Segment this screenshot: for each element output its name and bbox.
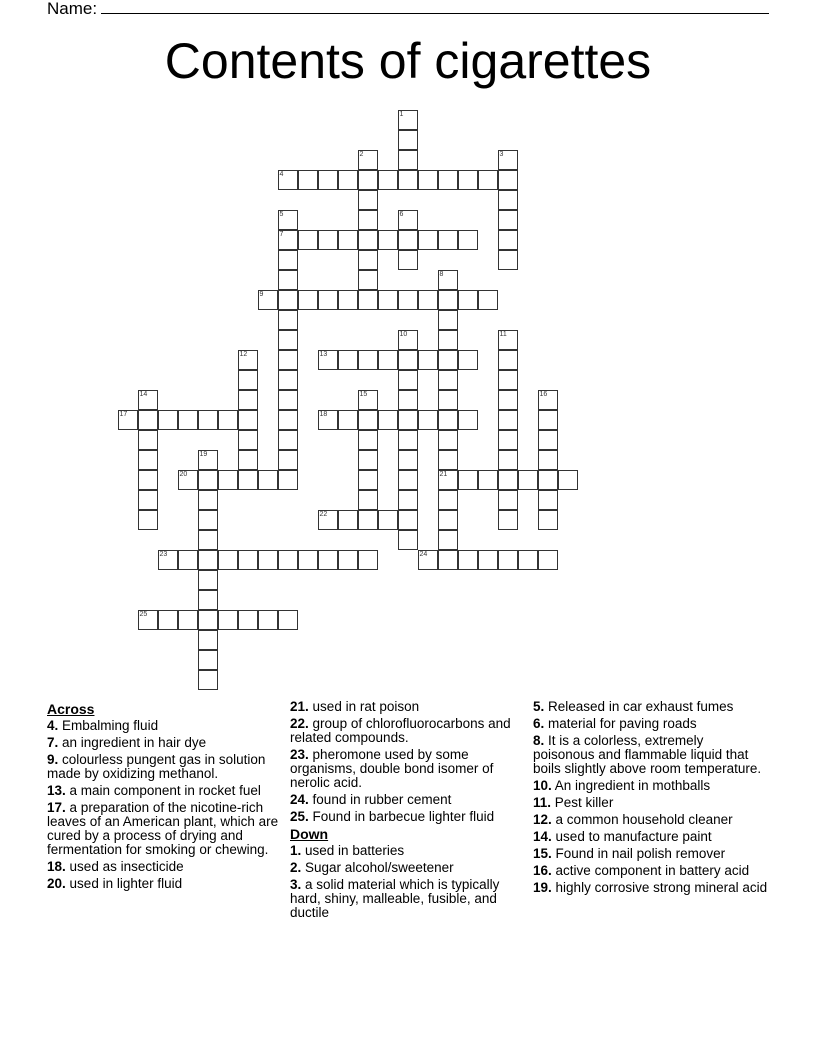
grid-cell[interactable] xyxy=(398,170,418,190)
clue-item xyxy=(47,860,282,874)
clue-number: 16 xyxy=(539,390,548,398)
clue-text: used in batteries xyxy=(305,843,405,858)
grid-cell[interactable] xyxy=(498,450,518,470)
clue-number: 17 xyxy=(119,410,128,418)
clue-number: 9 xyxy=(259,290,264,298)
clue-number: 8 xyxy=(439,270,444,278)
clue-number-label: 17. xyxy=(47,800,66,815)
grid-cell[interactable] xyxy=(218,610,238,630)
grid-cell[interactable] xyxy=(138,390,158,410)
grid-cell[interactable] xyxy=(478,550,498,570)
grid-cell[interactable] xyxy=(198,590,218,610)
clue-text: a main component in rocket fuel xyxy=(69,783,261,798)
clue-number-label: 24. xyxy=(290,792,309,807)
grid-cell[interactable] xyxy=(218,470,238,490)
grid-cell[interactable] xyxy=(418,350,438,370)
grid-cell[interactable] xyxy=(198,670,218,690)
clue-text: a preparation of the nicotine-rich leaves of an American plant, which are cured by a process of drying and fermentation for smoking or chewing. xyxy=(47,800,279,857)
grid-cell[interactable] xyxy=(278,290,298,310)
grid-cell[interactable] xyxy=(398,350,418,370)
grid-cell[interactable] xyxy=(358,430,378,450)
grid-cell[interactable] xyxy=(538,470,558,490)
grid-cell[interactable] xyxy=(298,230,318,250)
grid-cell[interactable] xyxy=(338,230,358,250)
grid-cell[interactable] xyxy=(458,410,478,430)
grid-cell[interactable] xyxy=(498,230,518,250)
clue-item xyxy=(290,861,525,875)
grid-cell[interactable] xyxy=(358,350,378,370)
grid-cell[interactable] xyxy=(398,330,418,350)
grid-cell[interactable] xyxy=(358,270,378,290)
clue-text: used to manufacture paint xyxy=(555,829,712,844)
clue-number-label: 18. xyxy=(47,859,66,874)
grid-cell[interactable] xyxy=(278,410,298,430)
grid-cell[interactable] xyxy=(298,170,318,190)
clue-number: 11 xyxy=(499,330,507,338)
clue-text: It is a colorless, extremely poisonous and flammable liquid that boils slightly above room temperature. xyxy=(533,733,762,776)
clue-number-label: 10. xyxy=(533,778,552,793)
grid-cell[interactable] xyxy=(338,350,358,370)
grid-cell[interactable] xyxy=(278,390,298,410)
grid-cell[interactable] xyxy=(278,330,298,350)
grid-cell[interactable] xyxy=(398,210,418,230)
grid-cell[interactable] xyxy=(498,430,518,450)
clue-text: Pest killer xyxy=(554,795,614,810)
grid-cell[interactable] xyxy=(198,470,218,490)
grid-cell[interactable] xyxy=(558,470,578,490)
grid-cell[interactable] xyxy=(498,470,518,490)
grid-cell[interactable] xyxy=(398,290,418,310)
grid-cell[interactable] xyxy=(438,470,458,490)
grid-cell[interactable] xyxy=(458,170,478,190)
clue-item xyxy=(47,784,282,798)
clue-text: an ingredient in hair dye xyxy=(62,735,207,750)
grid-cell[interactable] xyxy=(458,290,478,310)
grid-cell[interactable] xyxy=(498,170,518,190)
grid-cell[interactable] xyxy=(498,510,518,530)
grid-cell[interactable] xyxy=(438,430,458,450)
grid-cell[interactable] xyxy=(198,490,218,510)
grid-cell[interactable] xyxy=(438,350,458,370)
grid-cell[interactable] xyxy=(358,510,378,530)
grid-cell[interactable] xyxy=(358,150,378,170)
clue-text: Found in barbecue lighter fluid xyxy=(312,809,495,824)
clue-number: 15 xyxy=(359,390,368,398)
grid-cell[interactable] xyxy=(398,390,418,410)
clue-number: 14 xyxy=(139,390,148,398)
grid-cell[interactable] xyxy=(438,270,458,290)
grid-cell[interactable] xyxy=(338,410,358,430)
grid-cell[interactable] xyxy=(418,290,438,310)
grid-cell[interactable] xyxy=(398,150,418,170)
grid-cell[interactable] xyxy=(298,550,318,570)
grid-cell[interactable] xyxy=(438,310,458,330)
clue-number: 13 xyxy=(319,350,328,358)
grid-cell[interactable] xyxy=(438,510,458,530)
clue-item xyxy=(533,881,768,895)
grid-cell[interactable] xyxy=(138,510,158,530)
grid-cell[interactable] xyxy=(278,610,298,630)
grid-cell[interactable] xyxy=(218,410,238,430)
grid-cell[interactable] xyxy=(358,190,378,210)
grid-cell[interactable] xyxy=(278,310,298,330)
clue-number: 12 xyxy=(239,350,248,358)
clue-text: Embalming fluid xyxy=(62,718,159,733)
grid-cell[interactable] xyxy=(258,610,278,630)
grid-cell[interactable] xyxy=(238,550,258,570)
clue-number: 5 xyxy=(279,210,284,218)
grid-cell[interactable] xyxy=(338,290,358,310)
clue-item xyxy=(290,748,525,790)
grid-cell[interactable] xyxy=(358,170,378,190)
clue-number: 4 xyxy=(279,170,284,178)
grid-cell[interactable] xyxy=(198,550,218,570)
clue-text: group of chlorofluorocarbons and related compounds. xyxy=(290,716,511,745)
grid-cell[interactable] xyxy=(278,230,298,250)
grid-cell[interactable] xyxy=(358,490,378,510)
grid-cell[interactable] xyxy=(278,550,298,570)
grid-cell[interactable] xyxy=(438,390,458,410)
grid-cell[interactable] xyxy=(138,610,158,630)
grid-cell[interactable] xyxy=(278,270,298,290)
clue-item xyxy=(47,736,282,750)
grid-cell[interactable] xyxy=(358,210,378,230)
grid-cell[interactable] xyxy=(498,550,518,570)
grid-cell[interactable] xyxy=(198,530,218,550)
grid-cell[interactable] xyxy=(338,170,358,190)
grid-cell[interactable] xyxy=(278,430,298,450)
clue-number-label: 21. xyxy=(290,699,309,714)
grid-cell[interactable] xyxy=(498,390,518,410)
clue-number-label: 9. xyxy=(47,752,59,767)
clue-number-label: 13. xyxy=(47,783,66,798)
grid-cell[interactable] xyxy=(358,410,378,430)
grid-cell[interactable] xyxy=(358,470,378,490)
clue-text: An ingredient in mothballs xyxy=(554,778,711,793)
grid-cell[interactable] xyxy=(538,390,558,410)
grid-cell[interactable] xyxy=(138,450,158,470)
grid-cell[interactable] xyxy=(438,170,458,190)
grid-cell[interactable] xyxy=(198,570,218,590)
clue-number: 2 xyxy=(359,150,364,158)
clue-text: colourless pungent gas in solution made by oxidizing methanol. xyxy=(47,752,266,781)
grid-cell[interactable] xyxy=(298,290,318,310)
clue-item xyxy=(533,700,768,714)
grid-cell[interactable] xyxy=(378,290,398,310)
grid-cell[interactable] xyxy=(438,450,458,470)
clue-item xyxy=(533,734,768,776)
grid-cell[interactable] xyxy=(318,290,338,310)
grid-cell[interactable] xyxy=(418,230,438,250)
clue-number-label: 2. xyxy=(290,860,302,875)
clue-item xyxy=(290,844,525,858)
grid-cell[interactable] xyxy=(278,470,298,490)
grid-cell[interactable] xyxy=(138,410,158,430)
grid-cell[interactable] xyxy=(158,610,178,630)
clue-item xyxy=(47,753,282,781)
grid-cell[interactable] xyxy=(258,550,278,570)
clue-number-label: 22. xyxy=(290,716,309,731)
grid-cell[interactable] xyxy=(198,610,218,630)
clue-text: Found in nail polish remover xyxy=(555,846,726,861)
grid-cell[interactable] xyxy=(238,450,258,470)
grid-cell[interactable] xyxy=(418,410,438,430)
grid-cell[interactable] xyxy=(478,170,498,190)
grid-cell[interactable] xyxy=(438,490,458,510)
clue-number-label: 7. xyxy=(47,735,59,750)
grid-cell[interactable] xyxy=(178,610,198,630)
grid-cell[interactable] xyxy=(318,510,338,530)
clue-item xyxy=(533,796,768,810)
grid-cell[interactable] xyxy=(498,190,518,210)
clue-text: used in rat poison xyxy=(312,699,420,714)
clue-text: found in rubber cement xyxy=(312,792,452,807)
grid-cell[interactable] xyxy=(358,550,378,570)
clue-number: 23 xyxy=(159,550,168,558)
clue-number-label: 15. xyxy=(533,846,552,861)
clue-text: highly corrosive strong mineral acid xyxy=(555,880,768,895)
grid-cell[interactable] xyxy=(498,410,518,430)
grid-cell[interactable] xyxy=(358,450,378,470)
grid-cell[interactable] xyxy=(398,250,418,270)
grid-cell[interactable] xyxy=(398,490,418,510)
clue-text: used in lighter fluid xyxy=(69,876,183,891)
clue-text: a common household cleaner xyxy=(555,812,733,827)
clue-number-label: 5. xyxy=(533,699,545,714)
grid-cell[interactable] xyxy=(238,370,258,390)
grid-cell[interactable] xyxy=(498,370,518,390)
clue-number-label: 20. xyxy=(47,876,66,891)
clue-number: 3 xyxy=(499,150,504,158)
clue-item xyxy=(533,830,768,844)
grid-cell[interactable] xyxy=(358,230,378,250)
grid-cell[interactable] xyxy=(378,170,398,190)
clue-item xyxy=(290,700,525,714)
clue-text: Released in car exhaust fumes xyxy=(548,699,734,714)
clue-number: 25 xyxy=(139,610,148,618)
grid-cell[interactable] xyxy=(178,410,198,430)
clue-item xyxy=(290,878,525,920)
grid-cell[interactable] xyxy=(138,490,158,510)
grid-cell[interactable] xyxy=(238,350,258,370)
grid-cell[interactable] xyxy=(458,550,478,570)
grid-cell[interactable] xyxy=(478,290,498,310)
grid-cell[interactable] xyxy=(538,410,558,430)
grid-cell[interactable] xyxy=(398,130,418,150)
grid-cell[interactable] xyxy=(238,610,258,630)
grid-cell[interactable] xyxy=(198,630,218,650)
clue-item xyxy=(290,717,525,745)
grid-cell[interactable] xyxy=(318,550,338,570)
clue-number-label: 19. xyxy=(533,880,552,895)
clue-number: 22 xyxy=(319,510,328,518)
grid-cell[interactable] xyxy=(438,550,458,570)
grid-cell[interactable] xyxy=(338,550,358,570)
clue-number: 1 xyxy=(399,110,404,118)
grid-cell[interactable] xyxy=(258,470,278,490)
clue-number-label: 4. xyxy=(47,718,59,733)
grid-cell[interactable] xyxy=(198,450,218,470)
grid-cell[interactable] xyxy=(398,230,418,250)
grid-cell[interactable] xyxy=(238,470,258,490)
grid-cell[interactable] xyxy=(138,430,158,450)
grid-cell[interactable] xyxy=(518,470,538,490)
grid-cell[interactable] xyxy=(378,410,398,430)
grid-cell[interactable] xyxy=(318,410,338,430)
grid-cell[interactable] xyxy=(538,550,558,570)
grid-cell[interactable] xyxy=(538,490,558,510)
grid-cell[interactable] xyxy=(178,470,198,490)
grid-cell[interactable] xyxy=(478,470,498,490)
clue-item xyxy=(533,717,768,731)
down-heading: Down xyxy=(290,826,329,842)
clue-number: 24 xyxy=(419,550,428,558)
clue-number-label: 16. xyxy=(533,863,552,878)
clue-number: 18 xyxy=(319,410,328,418)
grid-cell[interactable] xyxy=(278,350,298,370)
clue-item xyxy=(533,779,768,793)
grid-cell[interactable] xyxy=(438,330,458,350)
grid-cell[interactable] xyxy=(378,350,398,370)
clue-number: 21 xyxy=(439,470,448,478)
clue-number-label: 3. xyxy=(290,877,302,892)
grid-cell[interactable] xyxy=(358,250,378,270)
clue-item xyxy=(533,847,768,861)
clue-text: pheromone used by some organisms, double bond isomer of nerolic acid. xyxy=(290,747,494,790)
grid-cell[interactable] xyxy=(378,510,398,530)
grid-cell[interactable] xyxy=(338,510,358,530)
clues-column-1 xyxy=(47,702,282,894)
grid-cell[interactable] xyxy=(198,410,218,430)
clue-number-label: 6. xyxy=(533,716,545,731)
page-title: Contents of cigarettes xyxy=(164,33,652,89)
grid-cell[interactable] xyxy=(538,430,558,450)
grid-cell[interactable] xyxy=(438,230,458,250)
grid-cell[interactable] xyxy=(438,290,458,310)
grid-cell[interactable] xyxy=(398,110,418,130)
grid-cell[interactable] xyxy=(498,350,518,370)
grid-cell[interactable] xyxy=(398,470,418,490)
grid-cell[interactable] xyxy=(278,370,298,390)
name-label: Name: xyxy=(47,0,98,18)
grid-cell[interactable] xyxy=(398,450,418,470)
clue-number-label: 23. xyxy=(290,747,309,762)
grid-cell[interactable] xyxy=(118,410,138,430)
grid-cell[interactable] xyxy=(438,410,458,430)
grid-cell[interactable] xyxy=(178,550,198,570)
grid-cell[interactable] xyxy=(278,450,298,470)
clue-item xyxy=(47,801,282,857)
grid-cell[interactable] xyxy=(398,410,418,430)
clue-number: 20 xyxy=(179,470,188,478)
clue-text: Sugar alcohol/sweetener xyxy=(305,860,454,875)
clue-number-label: 1. xyxy=(290,843,302,858)
grid-cell[interactable] xyxy=(498,330,518,350)
grid-cell[interactable] xyxy=(498,250,518,270)
grid-cell[interactable] xyxy=(238,390,258,410)
grid-cell[interactable] xyxy=(158,410,178,430)
clue-text: active component in battery acid xyxy=(555,863,750,878)
clue-number: 19 xyxy=(199,450,208,458)
clue-text: material for paving roads xyxy=(548,716,697,731)
grid-cell[interactable] xyxy=(358,390,378,410)
grid-cell[interactable] xyxy=(498,210,518,230)
clue-number-label: 11. xyxy=(533,795,552,810)
clue-text: used as insecticide xyxy=(69,859,184,874)
grid-cell[interactable] xyxy=(418,550,438,570)
clue-item xyxy=(533,813,768,827)
clue-number-label: 14. xyxy=(533,829,552,844)
clue-number-label: 8. xyxy=(533,733,545,748)
clues-column-3 xyxy=(533,700,768,898)
grid-cell[interactable] xyxy=(498,490,518,510)
clue-number-label: 12. xyxy=(533,812,552,827)
grid-cell[interactable] xyxy=(378,230,398,250)
grid-cell[interactable] xyxy=(538,510,558,530)
grid-cell[interactable] xyxy=(518,550,538,570)
clue-number-label: 25. xyxy=(290,809,309,824)
clues-column-2 xyxy=(290,700,525,923)
grid-cell[interactable] xyxy=(318,350,338,370)
clue-item xyxy=(290,810,525,824)
grid-cell[interactable] xyxy=(198,650,218,670)
clue-item xyxy=(290,793,525,807)
clue-number: 6 xyxy=(399,210,404,218)
grid-cell[interactable] xyxy=(158,550,178,570)
clue-number: 7 xyxy=(279,230,284,238)
grid-cell[interactable] xyxy=(418,170,438,190)
grid-cell[interactable] xyxy=(458,470,478,490)
grid-cell[interactable] xyxy=(438,530,458,550)
grid-cell[interactable] xyxy=(538,450,558,470)
grid-cell[interactable] xyxy=(238,430,258,450)
grid-cell[interactable] xyxy=(398,370,418,390)
grid-cell[interactable] xyxy=(138,470,158,490)
grid-cell[interactable] xyxy=(318,170,338,190)
grid-cell[interactable] xyxy=(258,290,278,310)
grid-cell[interactable] xyxy=(358,290,378,310)
grid-cell[interactable] xyxy=(278,250,298,270)
grid-cell[interactable] xyxy=(398,530,418,550)
clue-item xyxy=(533,864,768,878)
grid-cell[interactable] xyxy=(238,410,258,430)
grid-cell[interactable] xyxy=(278,170,298,190)
grid-cell[interactable] xyxy=(198,510,218,530)
grid-cell[interactable] xyxy=(458,350,478,370)
clue-number: 10 xyxy=(399,330,408,338)
grid-cell[interactable] xyxy=(278,210,298,230)
clue-text: a solid material which is typically hard, shiny, malleable, fusible, and ductile xyxy=(290,877,500,920)
grid-cell[interactable] xyxy=(318,230,338,250)
grid-cell[interactable] xyxy=(398,430,418,450)
clue-item xyxy=(47,877,282,891)
grid-cell[interactable] xyxy=(438,370,458,390)
clue-item xyxy=(47,719,282,733)
grid-cell[interactable] xyxy=(498,150,518,170)
grid-cell[interactable] xyxy=(458,230,478,250)
grid-cell[interactable] xyxy=(398,510,418,530)
across-heading: Across xyxy=(47,701,95,717)
grid-cell[interactable] xyxy=(218,550,238,570)
